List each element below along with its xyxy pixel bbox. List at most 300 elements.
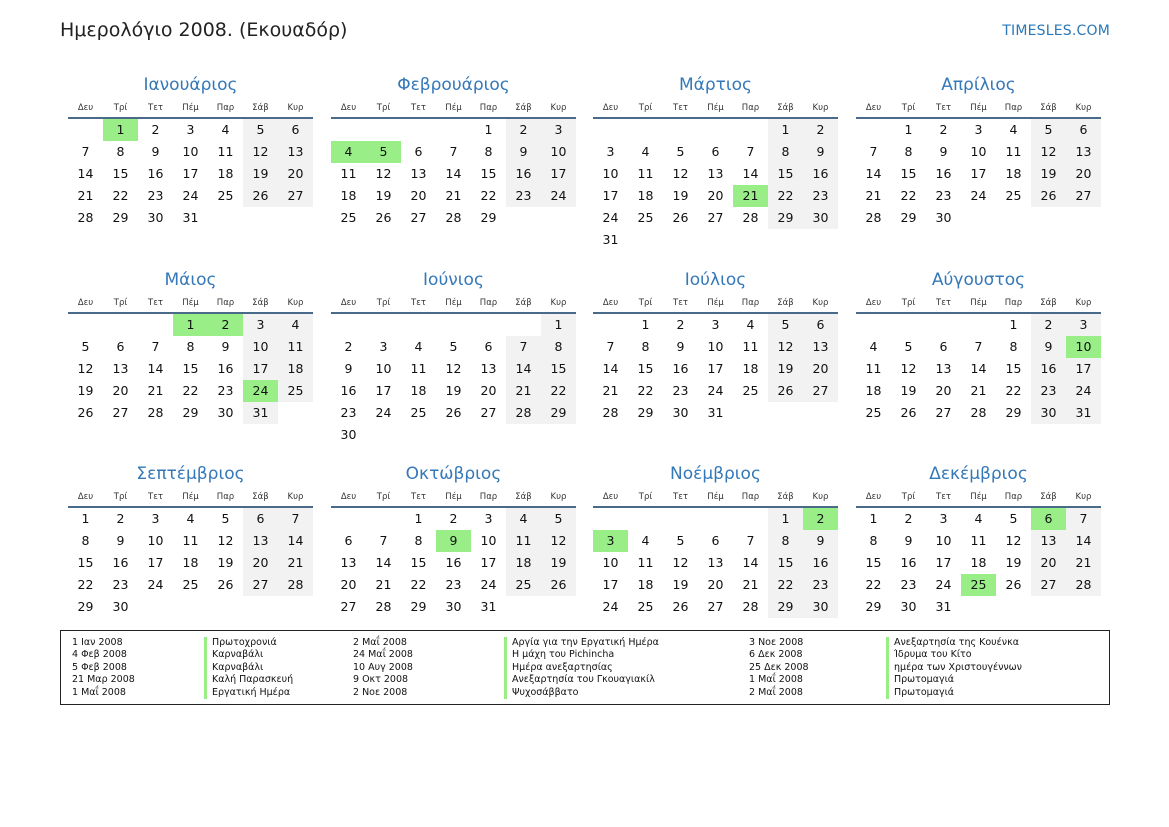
weekday-label: Παρ <box>479 298 498 308</box>
day-cell: 10 <box>707 339 724 354</box>
day-cell: 2 <box>676 317 685 332</box>
month-name: Ιανουάριος <box>143 75 238 95</box>
month-name: Απρίλιος <box>941 75 1016 95</box>
day-cell: 8 <box>414 533 423 548</box>
day-cell: 20 <box>480 383 497 398</box>
legend-holiday-name: ημέρα των Χριστουγέννων <box>886 662 1022 674</box>
day-cell: 7 <box>506 336 541 358</box>
holiday-day: 10 <box>1066 336 1101 358</box>
day-cell: 17 <box>541 163 576 185</box>
day-cell: 30 <box>217 405 234 420</box>
day-cell: 1 <box>484 122 493 137</box>
day-cell: 15 <box>1005 361 1022 376</box>
day-cell: 14 <box>742 166 759 181</box>
month-block <box>331 460 576 618</box>
day-cell: 8 <box>768 141 803 163</box>
day-cell: 11 <box>340 166 357 181</box>
day-cell: 3 <box>151 511 160 526</box>
day-cell: 24 <box>1066 380 1101 402</box>
legend-holiday-name: Ψυχοσάββατο <box>504 687 578 699</box>
day-cell: 19 <box>445 383 462 398</box>
day-cell: 26 <box>541 574 576 596</box>
day-cell: 5 <box>676 533 685 548</box>
weekday-label: Πέμ <box>182 103 199 113</box>
day-cell: 8 <box>541 336 576 358</box>
weekday-label: Σάβ <box>252 103 269 113</box>
day-cell: 18 <box>637 577 654 592</box>
day-cell: 22 <box>1005 383 1022 398</box>
legend-holiday-name: Καρναβάλι <box>204 649 263 661</box>
day-cell: 27 <box>1066 185 1101 207</box>
day-cell: 28 <box>742 599 759 614</box>
day-cell: 1 <box>414 511 423 526</box>
weekday-label: Τρί <box>901 103 916 113</box>
weekday-label: Τετ <box>673 492 688 502</box>
day-cell: 16 <box>935 166 952 181</box>
day-cell: 25 <box>217 188 234 203</box>
day-cell: 31 <box>1066 402 1101 424</box>
weekday-header <box>593 488 838 508</box>
day-cell: 30 <box>147 210 164 225</box>
day-cell: 23 <box>112 577 129 592</box>
legend-holiday-name: Καλή Παρασκευή <box>204 674 293 686</box>
day-cell: 16 <box>217 361 234 376</box>
month-name: Νοέμβριος <box>670 464 761 484</box>
empty-cell <box>401 314 436 336</box>
empty-cell <box>68 314 103 336</box>
day-cell: 7 <box>1066 508 1101 530</box>
day-cell: 28 <box>375 599 392 614</box>
day-cell: 17 <box>243 358 278 380</box>
day-cell: 1 <box>768 119 803 141</box>
day-cell: 5 <box>81 339 90 354</box>
day-cell: 9 <box>506 141 541 163</box>
empty-cell <box>331 119 366 141</box>
day-cell: 19 <box>243 163 278 185</box>
legend-date: 1 Μαΐ 2008 <box>72 686 126 698</box>
day-cell: 4 <box>186 511 195 526</box>
day-grid <box>331 119 576 229</box>
day-cell: 8 <box>641 339 650 354</box>
month-block <box>331 266 576 446</box>
day-cell: 16 <box>112 555 129 570</box>
day-cell: 12 <box>217 533 234 548</box>
day-cell: 21 <box>278 552 313 574</box>
day-cell: 21 <box>147 383 164 398</box>
day-cell: 22 <box>480 188 497 203</box>
day-cell: 19 <box>375 188 392 203</box>
day-cell: 24 <box>935 577 952 592</box>
day-cell: 15 <box>112 166 129 181</box>
day-cell: 23 <box>506 185 541 207</box>
day-cell: 16 <box>803 163 838 185</box>
weekday-label: Δευ <box>602 298 619 308</box>
day-cell: 21 <box>445 188 462 203</box>
day-cell: 5 <box>449 339 458 354</box>
weekday-label: Σάβ <box>515 298 532 308</box>
day-cell: 23 <box>935 188 952 203</box>
weekday-header <box>856 488 1101 508</box>
day-cell: 20 <box>803 358 838 380</box>
weekday-label: Παρ <box>1004 492 1023 502</box>
empty-cell <box>628 119 663 141</box>
day-cell: 25 <box>410 405 427 420</box>
day-cell: 5 <box>541 508 576 530</box>
day-cell: 17 <box>147 555 164 570</box>
day-cell: 16 <box>672 361 689 376</box>
day-cell: 14 <box>278 530 313 552</box>
day-cell: 16 <box>147 166 164 181</box>
weekday-label: Δευ <box>340 492 357 502</box>
day-cell: 10 <box>182 144 199 159</box>
day-cell: 4 <box>641 144 650 159</box>
weekday-label: Τετ <box>936 492 951 502</box>
day-cell: 29 <box>768 596 803 618</box>
weekday-header <box>68 294 313 314</box>
empty-cell <box>331 508 366 530</box>
weekday-label: Κυρ <box>1075 298 1092 308</box>
day-cell: 26 <box>445 405 462 420</box>
weekday-label: Τετ <box>148 492 163 502</box>
month-name: Μάρτιος <box>678 75 753 95</box>
day-cell: 21 <box>602 383 619 398</box>
empty-cell <box>593 508 628 530</box>
day-cell: 14 <box>375 555 392 570</box>
day-cell: 8 <box>904 144 913 159</box>
day-cell: 20 <box>1066 163 1101 185</box>
day-cell: 27 <box>707 599 724 614</box>
day-cell: 19 <box>768 358 803 380</box>
weekday-label: Τρί <box>638 298 653 308</box>
weekday-label: Τετ <box>411 103 426 113</box>
day-grid <box>593 508 838 618</box>
day-cell: 2 <box>904 511 913 526</box>
day-cell: 22 <box>410 577 427 592</box>
legend-date: 21 Μαρ 2008 <box>72 674 135 686</box>
day-cell: 13 <box>803 336 838 358</box>
month-block <box>593 71 838 251</box>
day-cell: 27 <box>935 405 952 420</box>
day-cell: 3 <box>606 144 615 159</box>
day-cell: 23 <box>340 405 357 420</box>
day-cell: 9 <box>1031 336 1066 358</box>
day-cell: 2 <box>449 511 458 526</box>
day-cell: 30 <box>935 210 952 225</box>
day-cell: 6 <box>243 508 278 530</box>
day-cell: 21 <box>742 577 759 592</box>
weekday-header <box>68 488 313 508</box>
day-cell: 10 <box>147 533 164 548</box>
day-cell: 6 <box>278 119 313 141</box>
holiday-legend <box>60 630 1110 705</box>
weekday-header <box>68 99 313 119</box>
day-cell: 5 <box>676 144 685 159</box>
day-cell: 2 <box>803 119 838 141</box>
weekday-label: Τετ <box>673 298 688 308</box>
day-cell: 12 <box>672 166 689 181</box>
day-cell: 28 <box>742 210 759 225</box>
day-cell: 1 <box>1009 317 1018 332</box>
day-grid <box>856 119 1101 229</box>
weekday-label: Παρ <box>216 103 235 113</box>
legend-holiday-name: Ανεξαρτησία της Κουένκα <box>886 637 1019 649</box>
day-cell: 3 <box>711 317 720 332</box>
day-cell: 27 <box>112 405 129 420</box>
day-cell: 28 <box>1066 574 1101 596</box>
day-grid <box>68 314 313 424</box>
weekday-label: Κυρ <box>812 492 829 502</box>
day-cell: 25 <box>865 405 882 420</box>
weekday-label: Κυρ <box>287 492 304 502</box>
day-cell: 10 <box>243 336 278 358</box>
day-cell: 15 <box>900 166 917 181</box>
day-cell: 27 <box>803 380 838 402</box>
weekday-label: Τετ <box>411 492 426 502</box>
weekday-label: Δευ <box>602 103 619 113</box>
day-cell: 15 <box>410 555 427 570</box>
day-cell: 22 <box>865 577 882 592</box>
day-cell: 7 <box>869 144 878 159</box>
day-cell: 31 <box>707 405 724 420</box>
month-block <box>593 266 838 424</box>
day-cell: 18 <box>340 188 357 203</box>
legend-date: 10 Αυγ 2008 <box>353 661 413 673</box>
day-cell: 12 <box>768 336 803 358</box>
day-grid <box>331 508 576 618</box>
day-cell: 12 <box>541 530 576 552</box>
day-cell: 27 <box>278 185 313 207</box>
weekday-label: Πέμ <box>707 298 724 308</box>
day-cell: 30 <box>445 599 462 614</box>
day-cell: 6 <box>1066 119 1101 141</box>
weekday-header <box>331 99 576 119</box>
day-cell: 12 <box>243 141 278 163</box>
day-cell: 7 <box>449 144 458 159</box>
day-cell: 10 <box>602 166 619 181</box>
day-cell: 28 <box>865 210 882 225</box>
day-cell: 14 <box>1066 530 1101 552</box>
month-block <box>68 460 313 618</box>
day-cell: 8 <box>768 530 803 552</box>
day-cell: 20 <box>935 383 952 398</box>
day-cell: 26 <box>1005 577 1022 592</box>
empty-cell <box>856 314 891 336</box>
legend-holiday-name: Καρναβάλι <box>204 662 263 674</box>
day-cell: 15 <box>541 358 576 380</box>
weekday-label: Τρί <box>113 492 128 502</box>
day-cell: 4 <box>221 122 230 137</box>
weekday-label: Τετ <box>936 298 951 308</box>
day-cell: 1 <box>904 122 913 137</box>
day-cell: 15 <box>768 552 803 574</box>
day-cell: 13 <box>1031 530 1066 552</box>
weekday-header <box>856 99 1101 119</box>
weekday-label: Πέμ <box>707 492 724 502</box>
day-cell: 1 <box>641 317 650 332</box>
day-cell: 14 <box>970 361 987 376</box>
day-cell: 26 <box>77 405 94 420</box>
day-cell: 30 <box>803 207 838 229</box>
day-cell: 3 <box>484 511 493 526</box>
weekday-label: Κυρ <box>550 298 567 308</box>
weekday-label: Σάβ <box>252 492 269 502</box>
weekday-label: Πέμ <box>970 298 987 308</box>
day-cell: 29 <box>865 599 882 614</box>
day-cell: 9 <box>904 533 913 548</box>
site-link[interactable]: TIMESLES.COM <box>1002 23 1110 39</box>
day-cell: 23 <box>803 574 838 596</box>
day-cell: 29 <box>637 405 654 420</box>
day-cell: 19 <box>900 383 917 398</box>
legend-holiday-name: Ανεξαρτησία του Γκουαγιακίλ <box>504 674 655 686</box>
day-cell: 20 <box>410 188 427 203</box>
day-cell: 8 <box>1009 339 1018 354</box>
day-cell: 24 <box>602 599 619 614</box>
empty-cell <box>506 314 541 336</box>
day-cell: 15 <box>637 361 654 376</box>
weekday-label: Τρί <box>113 103 128 113</box>
weekday-label: Παρ <box>1004 298 1023 308</box>
day-cell: 29 <box>182 405 199 420</box>
empty-cell <box>891 314 926 336</box>
day-cell: 22 <box>768 185 803 207</box>
day-cell: 6 <box>939 339 948 354</box>
weekday-label: Δευ <box>77 298 94 308</box>
weekday-label: Τρί <box>376 298 391 308</box>
day-cell: 16 <box>340 383 357 398</box>
weekday-label: Σάβ <box>1040 103 1057 113</box>
day-cell: 4 <box>506 508 541 530</box>
day-cell: 11 <box>217 144 234 159</box>
day-cell: 24 <box>541 185 576 207</box>
day-cell: 9 <box>803 530 838 552</box>
holiday-day: 1 <box>173 314 208 336</box>
weekday-label: Παρ <box>216 298 235 308</box>
day-cell: 2 <box>116 511 125 526</box>
weekday-label: Δευ <box>865 492 882 502</box>
weekday-label: Σάβ <box>777 492 794 502</box>
weekday-label: Κυρ <box>550 103 567 113</box>
day-cell: 2 <box>939 122 948 137</box>
day-cell: 13 <box>707 166 724 181</box>
day-cell: 23 <box>217 383 234 398</box>
legend-holiday-name: Εργατική Ημέρα <box>204 687 290 699</box>
day-cell: 28 <box>278 574 313 596</box>
weekday-label: Σάβ <box>252 298 269 308</box>
day-cell: 5 <box>904 339 913 354</box>
day-cell: 25 <box>742 383 759 398</box>
day-cell: 22 <box>637 383 654 398</box>
day-cell: 18 <box>742 361 759 376</box>
weekday-label: Παρ <box>741 298 760 308</box>
weekday-label: Πέμ <box>182 298 199 308</box>
day-cell: 25 <box>1005 188 1022 203</box>
day-cell: 14 <box>445 166 462 181</box>
day-cell: 20 <box>112 383 129 398</box>
day-cell: 25 <box>182 577 199 592</box>
day-cell: 22 <box>541 380 576 402</box>
month-block <box>331 71 576 229</box>
day-cell: 28 <box>602 405 619 420</box>
weekday-label: Σάβ <box>777 298 794 308</box>
day-cell: 28 <box>970 405 987 420</box>
day-cell: 7 <box>606 339 615 354</box>
day-cell: 24 <box>970 188 987 203</box>
day-cell: 15 <box>865 555 882 570</box>
day-cell: 9 <box>676 339 685 354</box>
legend-holiday-name: Ημέρα ανεξαρτησίας <box>504 662 613 674</box>
day-cell: 20 <box>1031 552 1066 574</box>
day-cell: 13 <box>410 166 427 181</box>
day-cell: 14 <box>602 361 619 376</box>
legend-date: 3 Νοε 2008 <box>749 637 804 648</box>
empty-cell <box>628 508 663 530</box>
day-cell: 28 <box>506 402 541 424</box>
day-cell: 12 <box>375 166 392 181</box>
day-cell: 29 <box>480 210 497 225</box>
day-cell: 21 <box>375 577 392 592</box>
weekday-label: Τετ <box>148 103 163 113</box>
day-cell: 7 <box>974 339 983 354</box>
day-cell: 29 <box>1005 405 1022 420</box>
day-cell: 19 <box>1031 163 1066 185</box>
day-cell: 7 <box>151 339 160 354</box>
day-cell: 9 <box>803 141 838 163</box>
weekday-label: Τρί <box>901 492 916 502</box>
empty-cell <box>366 314 401 336</box>
day-cell: 15 <box>77 555 94 570</box>
day-cell: 17 <box>707 361 724 376</box>
weekday-label: Τετ <box>936 103 951 113</box>
day-cell: 22 <box>182 383 199 398</box>
day-cell: 18 <box>410 383 427 398</box>
day-cell: 1 <box>81 511 90 526</box>
weekday-label: Πέμ <box>445 103 462 113</box>
day-grid <box>856 314 1101 424</box>
day-cell: 22 <box>77 577 94 592</box>
day-cell: 29 <box>900 210 917 225</box>
legend-date: 25 Δεκ 2008 <box>749 661 809 673</box>
empty-cell <box>961 314 996 336</box>
page-title: Ημερολόγιο 2008. (Εκουαδόρ) <box>60 19 348 41</box>
day-cell: 24 <box>602 210 619 225</box>
empty-cell <box>138 314 173 336</box>
day-cell: 30 <box>803 596 838 618</box>
day-cell: 26 <box>217 577 234 592</box>
day-cell: 16 <box>900 555 917 570</box>
day-cell: 3 <box>1066 314 1101 336</box>
day-cell: 6 <box>711 533 720 548</box>
day-cell: 4 <box>1009 122 1018 137</box>
day-cell: 17 <box>602 188 619 203</box>
weekday-label: Δευ <box>865 298 882 308</box>
day-cell: 2 <box>344 339 353 354</box>
holiday-day: 5 <box>366 141 401 163</box>
legend-date: 5 Φεβ 2008 <box>72 661 127 673</box>
day-cell: 22 <box>112 188 129 203</box>
day-cell: 14 <box>506 358 541 380</box>
legend-holiday-name: Αργία για την Εργατική Ημέρα <box>504 637 659 649</box>
empty-cell <box>401 119 436 141</box>
day-cell: 23 <box>803 185 838 207</box>
day-cell: 9 <box>221 339 230 354</box>
day-cell: 2 <box>151 122 160 137</box>
weekday-label: Τρί <box>376 103 391 113</box>
weekday-label: Κυρ <box>1075 103 1092 113</box>
day-cell: 9 <box>939 144 948 159</box>
day-cell: 18 <box>506 552 541 574</box>
legend-date: 2 Μαΐ 2008 <box>749 686 803 698</box>
